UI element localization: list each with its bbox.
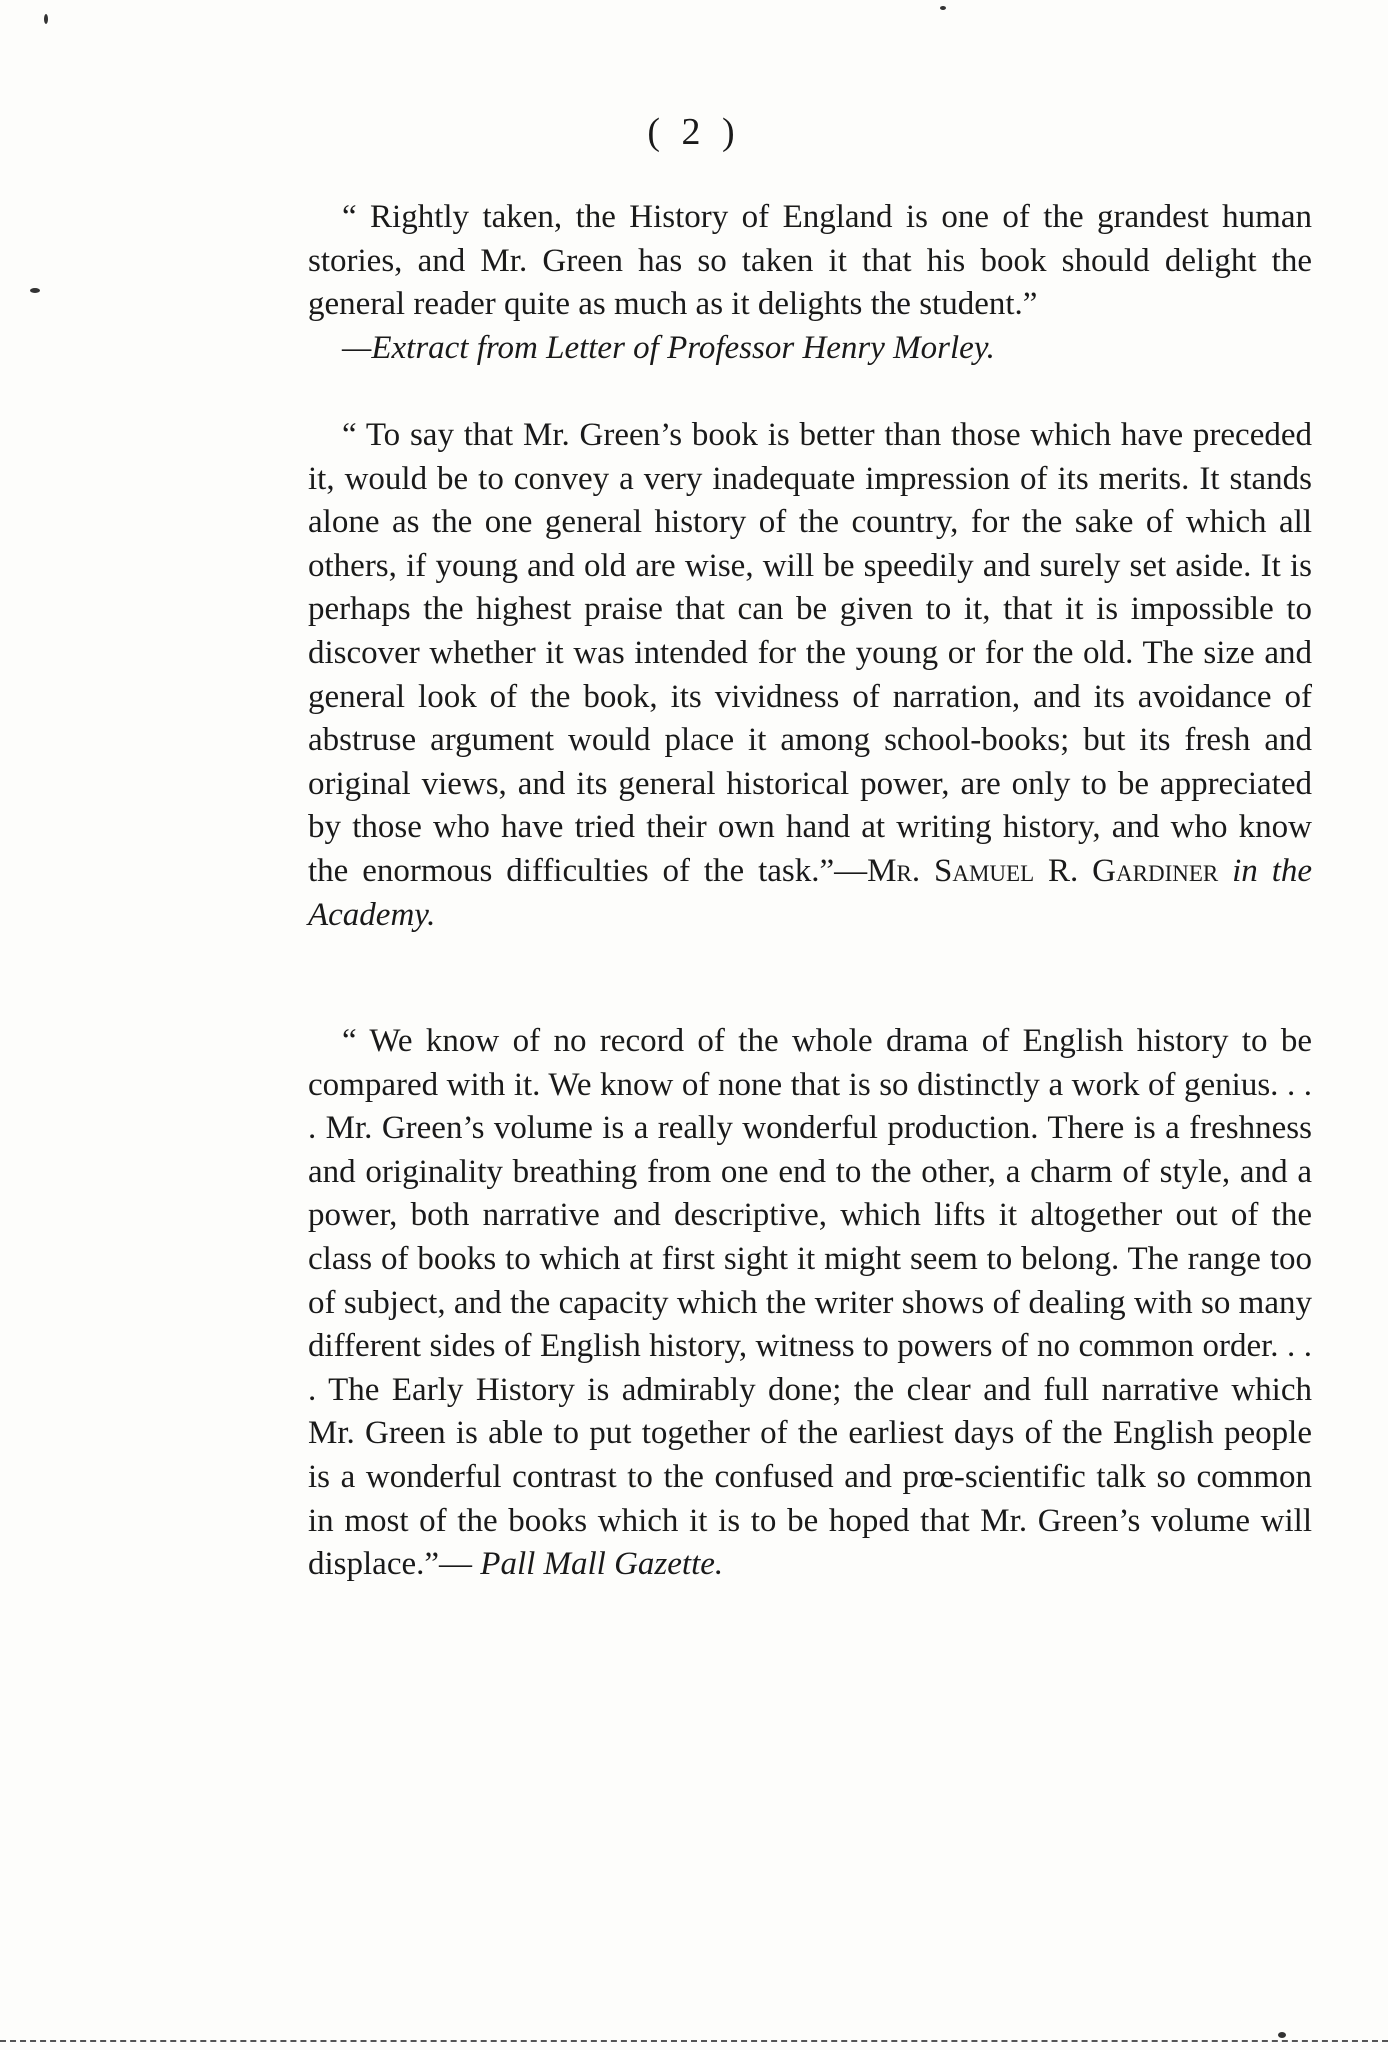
- review-gardiner: [308, 414, 1312, 937]
- review-attribution-source: in the Academy.: [308, 852, 1313, 933]
- bottom-page-edge: [0, 2040, 1388, 2042]
- review-attribution-name: Mr. Samuel R. Gardiner: [867, 852, 1219, 889]
- review-attribution: —Extract from Letter of Professor Henry Morley.: [342, 329, 995, 366]
- review-text: [308, 196, 1312, 370]
- review-text: [308, 1020, 1312, 1587]
- review-text: [308, 414, 1312, 937]
- paper-speck: [940, 6, 946, 10]
- paper-speck: [1278, 2032, 1286, 2038]
- paper-speck: [44, 14, 48, 24]
- review-morley: [308, 196, 1312, 370]
- review-quote: “ Rightly taken, the History of England is one of the grandest human stories, and Mr. Green has so taken it that his book should delight the general reader quite as much as it delights the student.”: [308, 199, 1312, 323]
- review-quote: “ To say that Mr. Green’s book is better than those which have preceded it, would be to convey a very inadequate impression of its merits. It stands alone as the one general history of the country, for the sake of which all others, if young and old are wise, will be speedily and surely set aside. It is perhaps the highest praise that can be given to it, that it is impossible to discover whether it was intended for the young or for the old. The size and general look of the book, its vividness of narration, and its avoidance of abstruse argument would place it among school-books; but its fresh and original views, and its general historical power, are only to be appreciated by those who have tried their own hand at writing history, and who know the enormous difficulties of the task.”—: [308, 417, 1312, 889]
- review-attribution: Pall Mall Gazette.: [480, 1546, 724, 1583]
- paper-speck: [30, 288, 40, 293]
- review-quote: “ We know of no record of the whole drama of English history to be compared with it. We know of none that is so distinctly a work of genius. . . . Mr. Green’s volume is a really wonderful production. There is a freshness and originality breathing from one end to the other, a charm of style, and a power, both narrative and descriptive, which lifts it altogether out of the class of books to which at first sight it might seem to belong. The range too of subject, and the capacity which the writer shows of dealing with so many different sides of English history, witness to powers of no common order. . . . The Early History is admirably done; the clear and full narrative which Mr. Green is able to put together of the earliest days of the English people is a wonderful contrast to the confused and prœ-scientific talk so common in most of the books which it is to be hoped that Mr. Green’s volume will displace.”—: [308, 1023, 1312, 1583]
- review-pall-mall: [308, 1020, 1312, 1587]
- page-number: ( 2 ): [647, 111, 741, 153]
